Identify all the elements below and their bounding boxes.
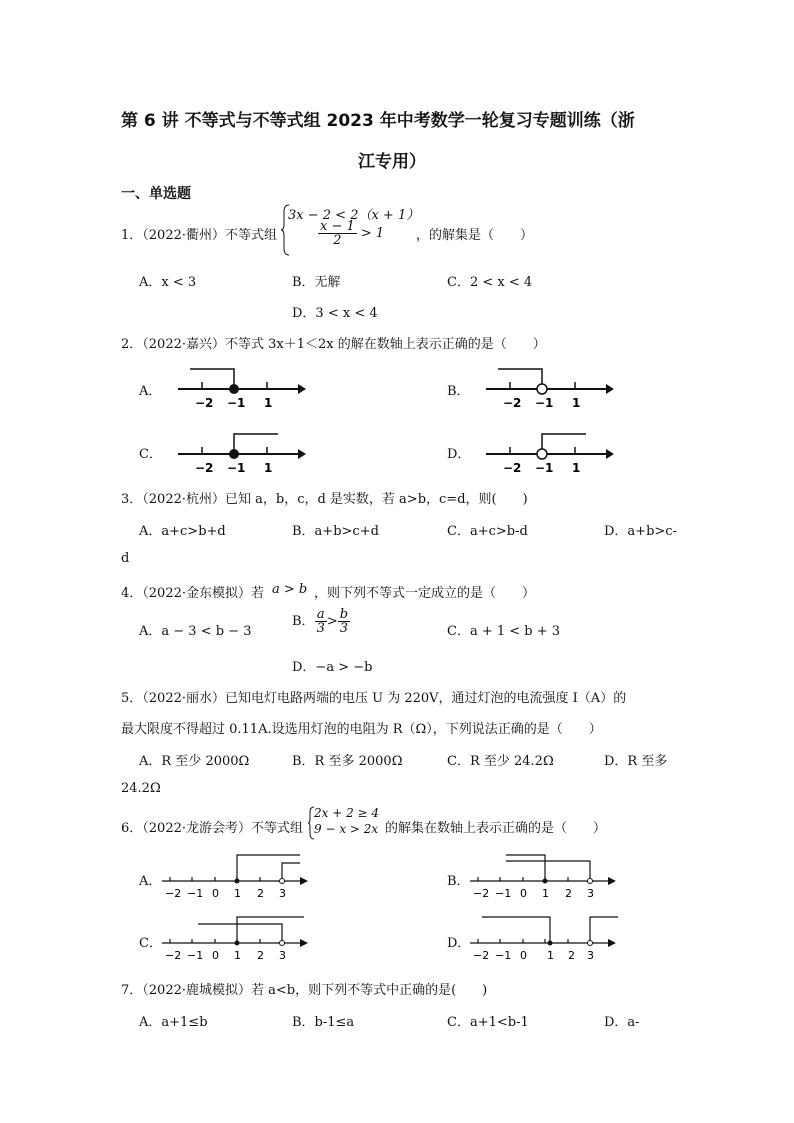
q2a-tick-1: 1 <box>264 396 273 410</box>
q5-option-b[interactable]: B．R 至多 2000Ω <box>292 754 403 769</box>
q7-option-c[interactable]: C．a+1<b-1 <box>447 1015 529 1030</box>
q6-number-line-d <box>470 912 620 964</box>
q4b-den1: 3 <box>316 621 325 636</box>
q4-option-a[interactable]: A．a − 3 < b − 3 <box>139 624 252 639</box>
q6-stem-prefix: 6．（2022·龙游会考）不等式组 <box>121 821 303 836</box>
q5-option-c[interactable]: C．R 至少 24.2Ω <box>447 754 554 769</box>
q2-option-c[interactable]: C． <box>139 447 162 462</box>
q4b-op: > <box>326 614 338 629</box>
q2c-tick-1: 1 <box>264 461 273 475</box>
q2-option-b[interactable]: B． <box>447 384 470 399</box>
q5-stem-line2: 最大限度不得超过 0.11A.设选用灯泡的电阻为 R（Ω），下列说法正确的是（ ） <box>121 722 602 737</box>
page-title-line1: 第 6 讲 不等式与不等式组 2023 年中考数学一轮复习专题训练（浙 <box>121 111 635 131</box>
q6b-tick-1: 1 <box>542 887 549 900</box>
q6c-tick-3: 3 <box>279 949 286 962</box>
q3-option-b[interactable]: B．a+b>c+d <box>292 524 379 539</box>
q6b-tick-2: 2 <box>565 887 572 900</box>
q5-option-a[interactable]: A．R 至少 2000Ω <box>139 754 250 769</box>
q1-stem-suffix: ，的解集是（ ） <box>416 228 534 243</box>
q5-option-d-wrap: 24.2Ω <box>121 781 161 796</box>
q2-number-line-a <box>170 362 310 412</box>
q3-option-d[interactable]: D．a+b>c- <box>604 524 677 539</box>
q2-number-line-b <box>478 362 618 412</box>
q4-option-b[interactable] <box>292 608 350 635</box>
q6d-tick-2: 2 <box>568 949 575 962</box>
q1-option-b[interactable]: B．无解 <box>292 275 341 290</box>
q1-option-a[interactable]: A．x < 3 <box>139 275 197 290</box>
q2a-tick-neg2: −2 <box>195 396 214 410</box>
q4-option-d[interactable]: D．−a > −b <box>292 660 373 675</box>
q4-stem-suffix: ，则下列不等式一定成立的是（ ） <box>314 586 536 601</box>
q6d-tick-3: 3 <box>587 949 594 962</box>
q1-frac-rest: > 1 <box>360 226 385 241</box>
q2c-tick-neg1: −1 <box>227 461 246 475</box>
q4-stem-prefix: 4．（2022·金东模拟）若 <box>121 586 264 601</box>
q6-system-line1: 2x + 2 ≥ 4 <box>314 806 380 820</box>
q6c-tick-neg1: −1 <box>187 949 204 962</box>
q6a-tick-neg2: −2 <box>165 887 182 900</box>
q2a-tick-neg1: −1 <box>227 396 246 410</box>
q1-option-c[interactable]: C．2 < x < 4 <box>447 275 533 290</box>
q2b-tick-neg1: −1 <box>535 396 554 410</box>
q6-option-d[interactable]: D． <box>447 936 471 951</box>
q4b-num1: a <box>315 608 327 622</box>
q4-stem-math: a > b <box>272 582 308 597</box>
q2-stem: 2．（2022·嘉兴）不等式 3x＋1＜2x 的解在数轴上表示正确的是（ ） <box>121 337 546 352</box>
q6d-tick-neg1: −1 <box>495 949 512 962</box>
q2-option-d[interactable]: D． <box>447 447 471 462</box>
q1-frac-denominator: 2 <box>333 233 342 248</box>
q1-frac-numerator: x − 1 <box>320 219 355 234</box>
q6a-tick-1: 1 <box>234 887 241 900</box>
q6-stem-suffix: 的解集在数轴上表示正确的是（ ） <box>385 821 607 836</box>
q2d-tick-neg2: −2 <box>503 461 522 475</box>
q6a-tick-2: 2 <box>257 887 264 900</box>
q7-option-d[interactable]: D．a- <box>604 1015 640 1030</box>
q7-option-a[interactable]: A．a+1≤b <box>139 1015 208 1030</box>
q6c-tick-2: 2 <box>257 949 264 962</box>
q6-number-line-c <box>162 912 312 964</box>
q1-option-d[interactable]: D．3 < x < 4 <box>292 306 378 321</box>
q6d-tick-0: 0 <box>520 949 527 962</box>
section-heading: 一、单选题 <box>121 186 191 202</box>
q6-option-a[interactable]: A． <box>139 874 162 889</box>
q2-option-a[interactable]: A． <box>139 384 162 399</box>
q2b-tick-1: 1 <box>572 396 581 410</box>
q7-stem: 7．（2022·鹿城模拟）若 a<b，则下列不等式中正确的是( ) <box>121 983 488 998</box>
q6c-tick-1: 1 <box>234 949 241 962</box>
q6b-tick-neg1: −1 <box>495 887 512 900</box>
q4b-num2: b <box>339 607 349 622</box>
q2d-tick-neg1: −1 <box>535 461 554 475</box>
q6a-tick-0: 0 <box>212 887 219 900</box>
q2c-tick-neg2: −2 <box>195 461 214 475</box>
q7-option-b[interactable]: B．b-1≤a <box>292 1015 355 1030</box>
q4-option-b-label: B． <box>292 614 315 629</box>
q3-stem: 3．（2022·杭州）已知 a，b，c，d 是实数，若 a>b，c=d，则( ) <box>121 492 528 507</box>
q6a-tick-3: 3 <box>279 887 286 900</box>
q4-option-c[interactable]: C．a + 1 < b + 3 <box>447 624 561 639</box>
q2-number-line-d <box>478 427 618 477</box>
q3-option-a[interactable]: A．a+c>b+d <box>139 524 226 539</box>
q6d-tick-1: 1 <box>547 949 554 962</box>
q4b-den2: 3 <box>339 621 349 636</box>
q2b-tick-neg2: −2 <box>503 396 522 410</box>
q6b-tick-3: 3 <box>587 887 594 900</box>
q1-stem-prefix: 1．（2022·衢州）不等式组 <box>121 228 277 243</box>
q6a-tick-neg1: −1 <box>187 887 204 900</box>
q3-option-d-wrap: d <box>121 551 130 566</box>
q1-system-line1: 3x − 2 < 2（x + 1） <box>288 208 420 223</box>
q6c-tick-neg2: −2 <box>165 949 182 962</box>
q6b-tick-neg2: −2 <box>473 887 490 900</box>
q5-stem-line1: 5．（2022·丽水）已知电灯电路两端的电压 U 为 220V，通过灯泡的电流强度 I（A）的 <box>121 691 627 706</box>
q2-number-line-c <box>170 427 310 477</box>
q3-option-c[interactable]: C．a+c>b-d <box>447 524 528 539</box>
q6-number-line-b <box>470 850 620 902</box>
q5-option-d[interactable]: D．R 至多 <box>604 754 668 769</box>
page-title-line2: 江专用） <box>358 152 426 172</box>
q2d-tick-1: 1 <box>572 461 581 475</box>
q6b-tick-0: 0 <box>520 887 527 900</box>
q6c-tick-0: 0 <box>212 949 219 962</box>
q6-number-line-a <box>162 850 312 902</box>
q6-system-line2: 9 − x > 2x <box>314 822 379 836</box>
q6-option-b[interactable]: B． <box>447 874 470 889</box>
q6d-tick-neg2: −2 <box>473 949 490 962</box>
q6-option-c[interactable]: C． <box>139 936 162 951</box>
q1-system-line2 <box>318 220 384 247</box>
